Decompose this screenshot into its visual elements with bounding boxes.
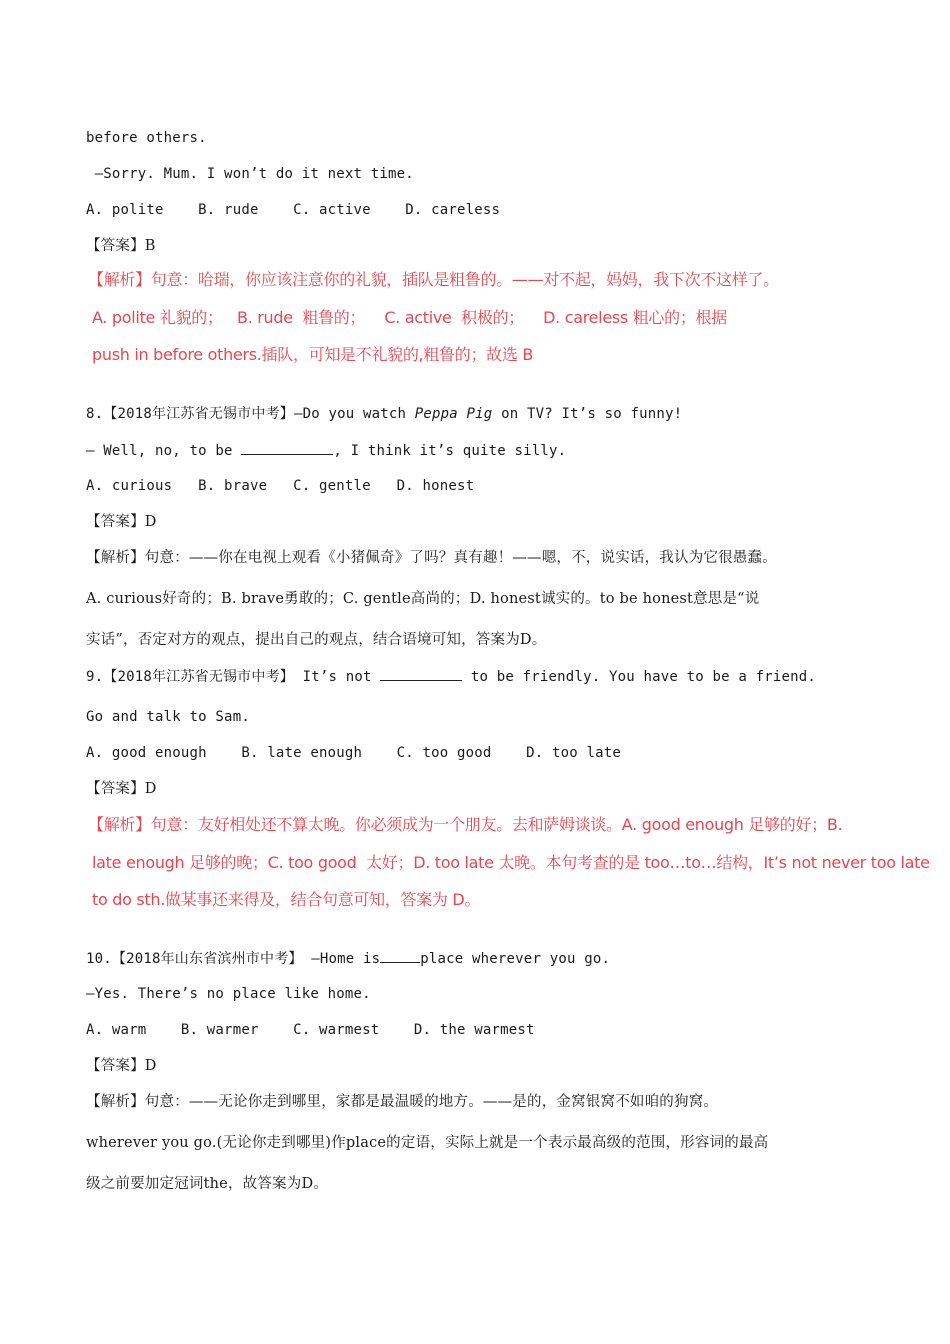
q8-analysis-line2: A. curious好奇的；B. brave勇敢的；C. gentle高尚的；D. honest诚实的。to be honest意思是“说 [86, 591, 760, 607]
q8-response [86, 440, 566, 461]
q9-analysis-line2: late enough 足够的晚；C. too good 太好；D. too late 太晚。本句考查的是 too…to…结构，It’s not never too late [92, 853, 930, 872]
q10-stem-b: place wherever you go. [420, 951, 611, 967]
q10-stem [86, 948, 610, 969]
q10-options: A. warm B. warmer C. warmest D. the warmest [86, 1022, 535, 1038]
q7-answer: 【答案】B [86, 238, 156, 254]
q8-response-a: — Well, no, to be [86, 443, 242, 459]
q7-options: A. polite B. rude C. active D. careless [86, 202, 501, 218]
q8-response-b: , I think it’s quite silly. [333, 443, 567, 459]
q9-stem-b: to be friendly. You have to be a friend. [462, 669, 817, 685]
q10-response: —Yes. There’s no place like home. [86, 986, 371, 1002]
q10-analysis-line2: wherever you go.(无论你走到哪里)作place的定语，实际上就是一个表示最高级的范围，形容词的最高 [86, 1135, 769, 1151]
q8-analysis-line3: 实话”，否定对方的观点，提出自己的观点，结合语境可知，答案为D。 [86, 632, 547, 648]
q10-stem-a: 10.【2018年山东省滨州市中考】 —Home is [86, 951, 381, 967]
q8-blank [241, 440, 333, 455]
q10-answer: 【答案】D [86, 1058, 157, 1074]
q7-analysis-line1: 【解析】句意：哈瑞，你应该注意你的礼貌，插队是粗鲁的。——对不起，妈妈，我下次不这样了。 [88, 270, 779, 289]
q9-stem-line2: Go and talk to Sam. [86, 709, 250, 725]
q9-answer: 【答案】D [86, 781, 157, 797]
q8-stem-prefix: 8.【2018年江苏省无锡市中考】—Do you watch [86, 406, 415, 422]
q9-options: A. good enough B. late enough C. too good D. too late [86, 745, 621, 761]
q7-analysis-line3: push in before others.插队，可知是不礼貌的,粗鲁的；故选 B [92, 345, 534, 364]
q9-stem-a: 9.【2018年江苏省无锡市中考】 It’s not [86, 669, 381, 685]
q7-stem-tail: before others. [86, 130, 207, 146]
q9-blank [380, 666, 462, 681]
q7-analysis-line2: A. polite 礼貌的； B. rude 粗鲁的； C. active 积极的； D. careless 粗心的；根据 [92, 308, 727, 327]
q8-title-italic: Peppa Pig [414, 406, 493, 422]
q9-analysis-line1: 【解析】句意：友好相处还不算太晚。你必须成为一个朋友。去和萨姆谈谈。A. good enough 足够的好；B. [88, 815, 843, 834]
q8-options: A. curious B. brave C. gentle D. honest [86, 478, 475, 494]
q10-analysis-line3: 级之前要加定冠词the，故答案为D。 [86, 1176, 328, 1192]
q7-response: —Sorry. Mum. I won’t do it next time. [86, 166, 414, 182]
q9-analysis-line3: to do sth.做某事还来得及，结合句意可知，答案为 D。 [92, 890, 481, 909]
q8-analysis-line1: 【解析】句意：——你在电视上观看《小猪佩奇》了吗？真有趣！——嗯，不，说实话，我认为它很愚蠢。 [86, 550, 777, 566]
q10-blank [380, 948, 420, 963]
q8-stem [86, 404, 682, 424]
q8-answer: 【答案】D [86, 514, 157, 530]
q8-stem-suffix: on TV? It’s so funny! [492, 406, 683, 422]
q9-stem [86, 666, 816, 687]
q10-analysis-line1: 【解析】句意：——无论你走到哪里，家都是最温暖的地方。——是的，金窝银窝不如咱的狗窝。 [86, 1094, 719, 1110]
